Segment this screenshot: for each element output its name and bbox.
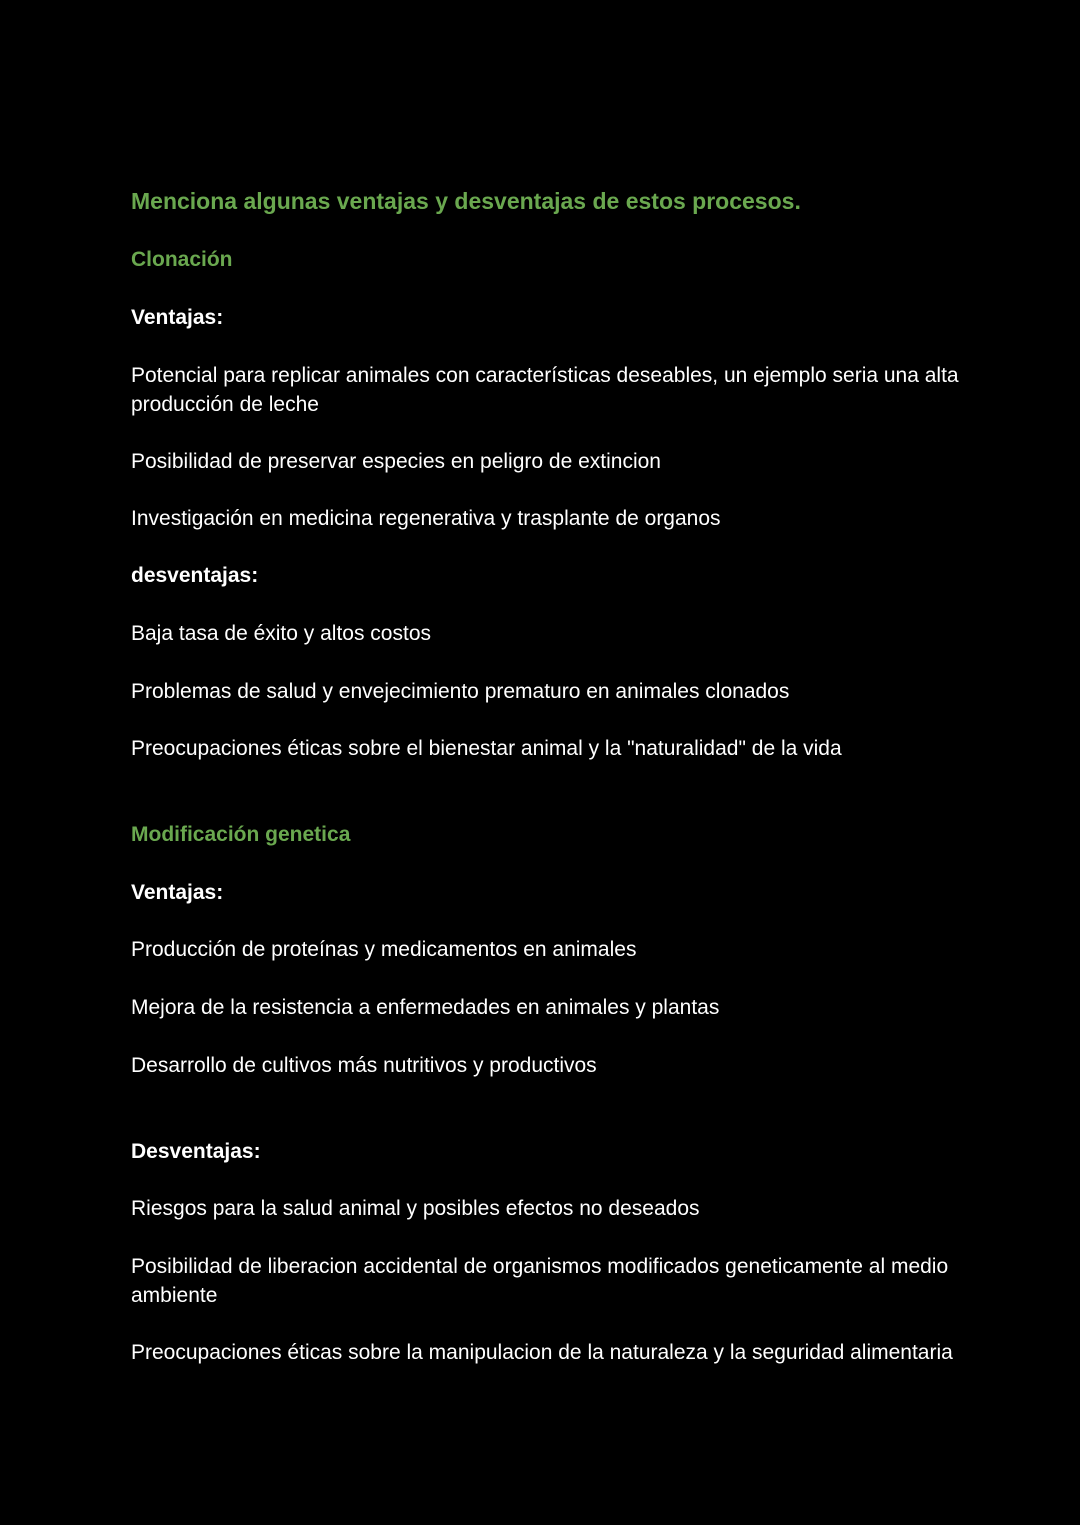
advantages-label-genetic: Ventajas: <box>131 881 224 904</box>
list-item: Producción de proteínas y medicamentos en animales <box>131 938 637 961</box>
list-item: Desarrollo de cultivos más nutritivos y productivos <box>131 1054 597 1077</box>
question-heading: Menciona algunas ventajas y desventajas de estos procesos. <box>131 188 801 214</box>
list-item: Potencial para replicar animales con características deseables, un ejemplo seria una alta producción de leche <box>131 364 959 416</box>
list-item: Problemas de salud y envejecimiento prematuro en animales clonados <box>131 680 790 703</box>
disadvantages-label-cloning: desventajas: <box>131 564 259 587</box>
list-item: Preocupaciones éticas sobre el bienestar animal y la "naturalidad" de la vida <box>131 737 842 760</box>
list-item: Preocupaciones éticas sobre la manipulacion de la naturaleza y la seguridad alimentaria <box>131 1341 953 1364</box>
section-title-genetic-modification: Modificación genetica <box>131 823 351 846</box>
list-item: Riesgos para la salud animal y posibles efectos no deseados <box>131 1197 700 1220</box>
list-item: Posibilidad de preservar especies en peligro de extincion <box>131 450 661 473</box>
page-edge <box>1074 0 1080 1525</box>
list-item: Investigación en medicina regenerativa y trasplante de organos <box>131 507 721 530</box>
disadvantages-label-genetic: Desventajas: <box>131 1140 261 1163</box>
advantages-label-cloning: Ventajas: <box>131 306 224 329</box>
list-item: Mejora de la resistencia a enfermedades en animales y plantas <box>131 996 720 1019</box>
list-item: Baja tasa de éxito y altos costos <box>131 622 431 645</box>
section-title-cloning: Clonación <box>131 248 233 271</box>
list-item: Posibilidad de liberacion accidental de organismos modificados geneticamente al medio ambiente <box>131 1255 949 1307</box>
